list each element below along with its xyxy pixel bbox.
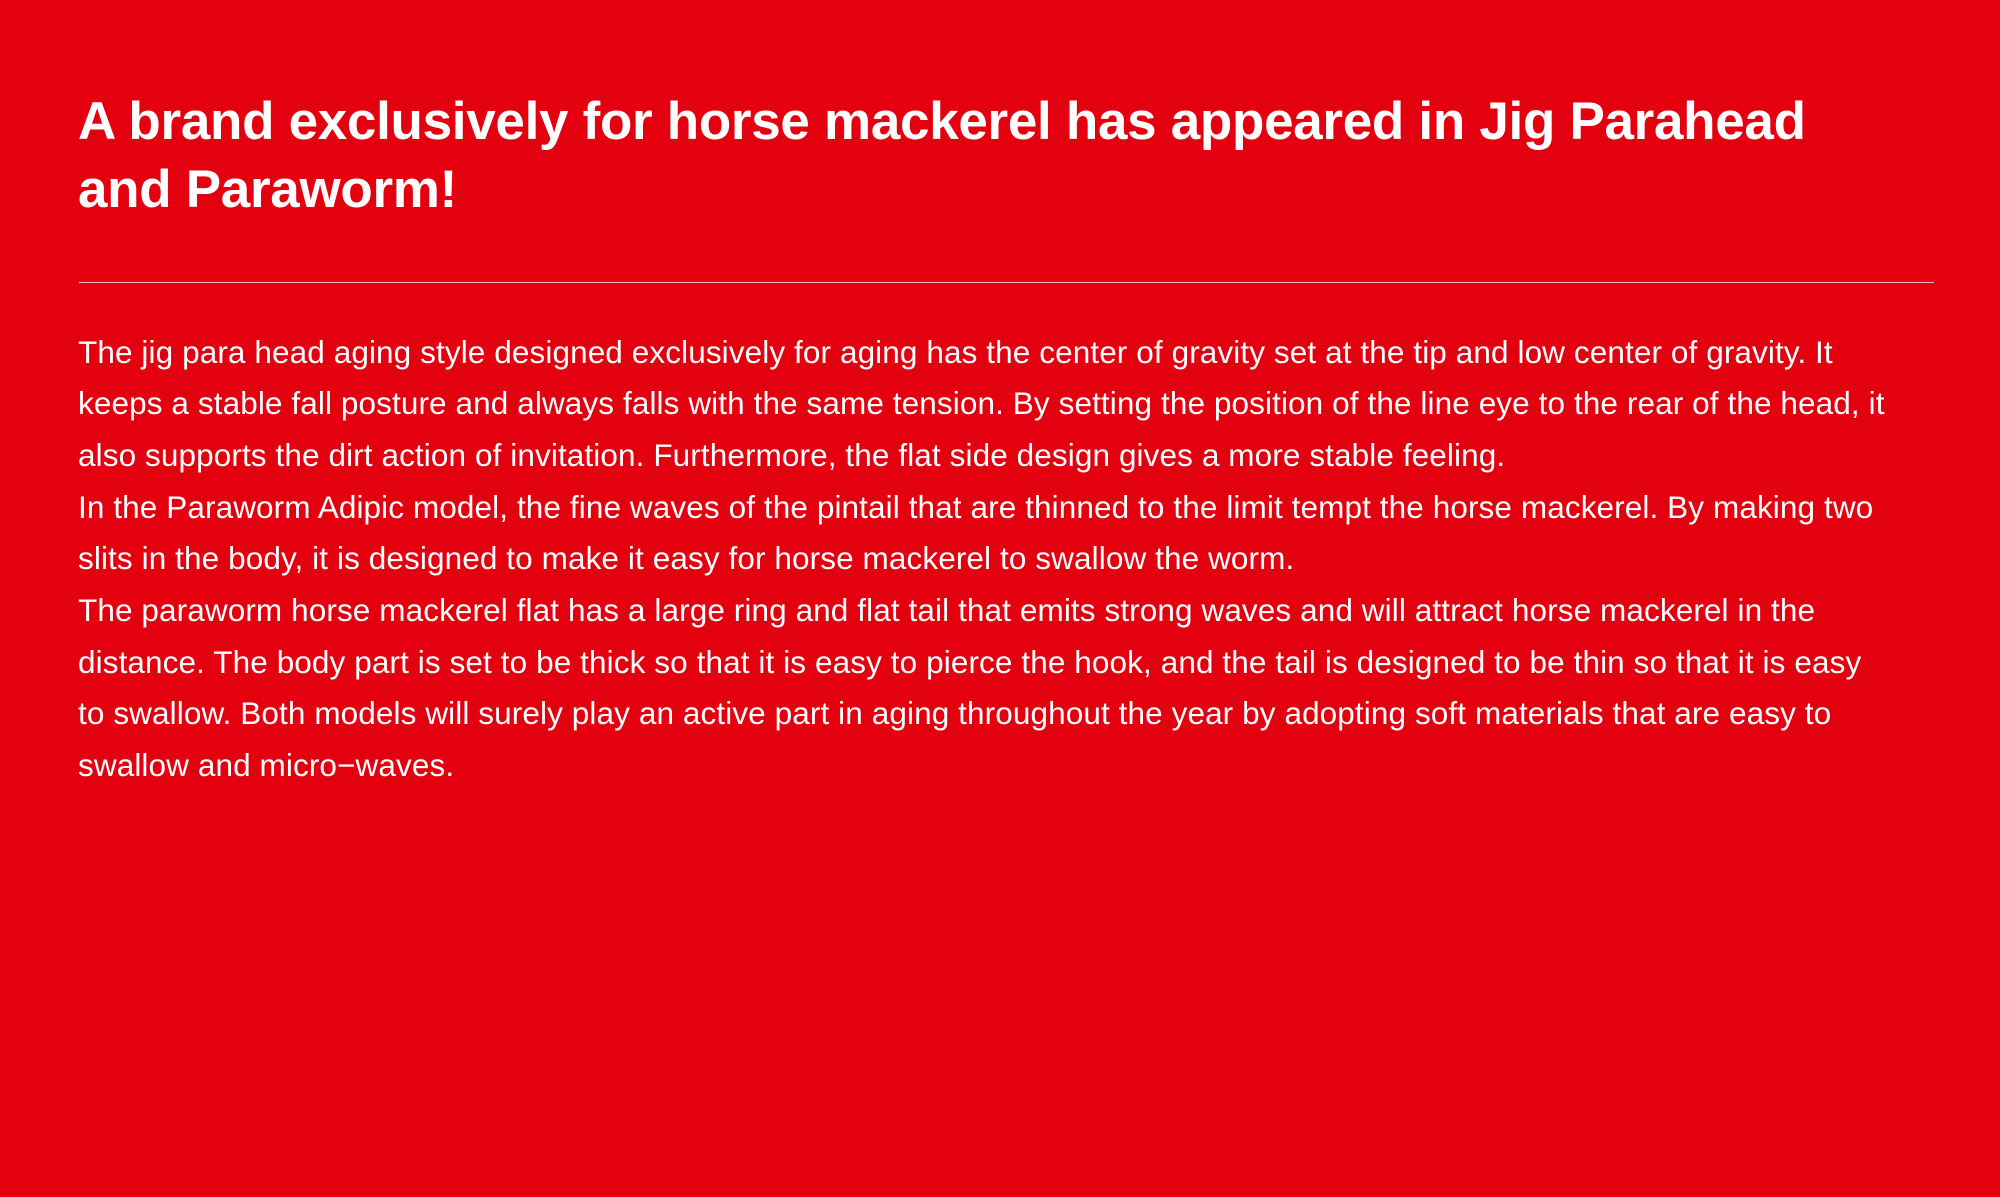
body-paragraph-3: The paraworm horse mackerel flat has a large ring and flat tail that emits strong waves and will attract horse mackerel in the distance. The body part is set to be thick so that it is easy to pierce the hook, and the tail is designed to be thin so that it is easy to swallow. Both models will surely play an active part in aging throughout the year by adopting soft materials that are easy to swallow and micro−waves. [78,591,1862,783]
body-paragraph-2: In the Paraworm Adipic model, the fine waves of the pintail that are thinned to the limit tempt the horse mackerel. By making two slits in the body, it is designed to make it easy for horse mackerel to swallow the worm. [78,488,1874,577]
title-divider [79,282,1934,283]
article-body [78,327,1892,792]
page-title: A brand exclusively for horse mackerel has appeared in Jig Parahead and Paraworm! [78,92,1806,219]
body-paragraph-1: The jig para head aging style designed exclusively for aging has the center of gravity set at the tip and low center of gravity. It keeps a stable fall posture and always falls with the same tension. By setting the position of the line eye to the rear of the head, it also supports the dirt action of invitation. Furthermore, the flat side design gives a more stable feeling. [78,333,1885,473]
